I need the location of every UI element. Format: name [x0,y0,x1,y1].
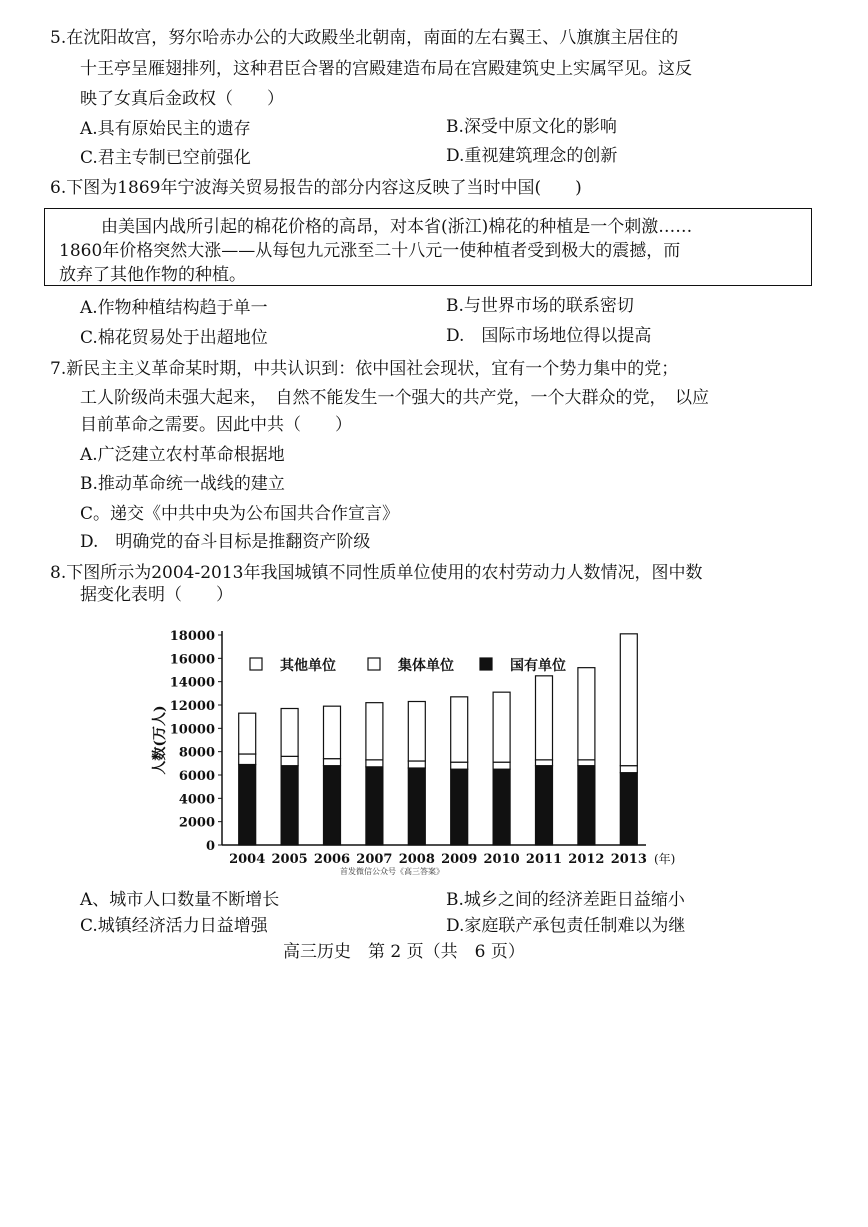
bar-2012-1 [578,760,595,766]
legend-label-2: 其他单位 [280,658,336,674]
y-axis-label: 人数(万人) [152,705,168,775]
bar-2007-2 [366,703,383,760]
q8-option-b: B.城乡之间的经济差距日益缩小 [446,890,685,910]
q6-option-d: D. 国际市场地位得以提高 [446,326,652,346]
y-tick-label: 18000 [169,629,215,644]
x-unit-label: (年) [654,852,676,866]
legend-swatch-2 [250,658,262,670]
y-tick-label: 16000 [169,652,215,668]
q6-quote-box [44,208,812,286]
q6-option-c: C.棉花贸易处于出超地位 [80,328,268,348]
q7-option-b: B.推动革命统一战线的建立 [80,474,285,494]
y-tick-label: 2000 [178,815,215,831]
x-tick-label: 2011 [525,852,563,867]
page-footer: 高三历史 第 2 页（共 6 页） [283,942,525,962]
x-tick-label: 2007 [356,852,393,867]
q6-stem: 6.下图为1869年宁波海关贸易报告的部分内容这反映了当时中国( ) [50,178,582,198]
x-tick-label: 2009 [441,852,478,867]
bar-2006-1 [324,759,341,766]
q7-stem-line3: 目前革命之需要。因此中共（ ） [80,415,352,435]
labor-chart [150,625,710,880]
q7-stem-line2: 工人阶级尚未强大起来， 自然不能发生一个强大的共产党，一个大群众的党， 以应 [80,388,709,408]
q5-stem-line3: 映了女真后金政权（ ） [80,89,284,109]
q6-quote-line1: 由美国内战所引起的棉花价格的高昂，对本省(浙江)棉花的种植是一个刺激…… [101,217,693,237]
q8-stem-line2: 据变化表明（ ） [80,585,233,605]
bar-2012-2 [578,668,595,760]
bar-2009-2 [451,697,468,762]
bar-2005-0 [281,766,298,845]
q7-stem-line1: 7.新民主主义革命某时期，中共认识到：依中国社会现状，宜有一个势力集中的党； [50,359,679,379]
legend-label-1: 集体单位 [398,658,454,674]
x-tick-label: 2006 [313,852,351,867]
bar-2010-1 [493,762,510,769]
x-tick-label: 2013 [610,852,647,867]
bar-2009-0 [451,769,468,845]
y-tick-label: 6000 [178,769,215,784]
y-tick-label: 10000 [169,722,215,738]
bar-2008-2 [408,702,425,762]
y-tick-label: 4000 [178,792,215,808]
bar-2007-0 [366,767,383,845]
bar-2004-1 [239,754,256,765]
bar-2010-2 [493,692,510,762]
bar-2011-0 [536,766,553,845]
legend-swatch-0 [480,658,492,670]
bar-2008-0 [408,768,425,845]
x-tick-label: 2008 [398,852,435,867]
bar-2006-2 [324,706,341,758]
q6-option-b: B.与世界市场的联系密切 [446,296,634,316]
bar-2011-1 [536,760,553,766]
y-tick-label: 14000 [169,675,215,691]
y-tick-label: 12000 [169,699,215,714]
bar-2010-0 [493,769,510,845]
y-tick-label: 8000 [178,745,215,761]
x-tick-label: 2012 [568,852,605,867]
bar-2006-0 [324,766,341,845]
bar-2013-2 [620,634,637,766]
bar-2011-2 [536,676,553,760]
q6-quote-line2: 1860年价格突然大涨——从每包九元涨至二十八元一使种植者受到极大的震撼，而 [59,241,681,261]
legend-label-0: 国有单位 [510,658,566,674]
q5-stem-line2: 十王亭呈雁翅排列，这种君臣合署的宫殿建造布局在宫殿建筑史上实属罕见。这反 [80,59,692,79]
q8-stem-line1: 8.下图所示为2004-2013年我国城镇不同性质单位使用的农村劳动力人数情况，图中数 [50,563,703,583]
bar-2009-1 [451,762,468,769]
q5-stem-line1: 5.在沈阳故宫，努尔哈赤办公的大政殿坐北朝南，南面的左右翼王、八旗旗主居住的 [50,28,679,48]
y-tick-label: 0 [205,839,215,854]
q5-option-a: A.具有原始民主的遗存 [80,119,251,139]
bar-2007-1 [366,760,383,767]
q8-option-c: C.城镇经济活力日益增强 [80,916,268,936]
q8-option-a: A、城市人口数量不断增长 [80,890,280,910]
bar-2004-2 [239,713,256,754]
q5-option-d: D.重视建筑理念的创新 [446,146,618,166]
q8-option-d: D.家庭联产承包责任制难以为继 [446,916,686,936]
bar-2005-2 [281,709,298,757]
labor-chart-svg [150,625,710,880]
x-tick-label: 2005 [271,852,308,867]
bar-2013-1 [620,766,637,773]
legend-swatch-1 [368,658,380,670]
x-tick-label: 2004 [229,852,266,867]
q6-quote-line3: 放弃了其他作物的种植。 [59,265,246,285]
q7-option-a: A.广泛建立农村革命根据地 [80,445,285,465]
bar-2013-0 [620,773,637,845]
bar-2008-1 [408,761,425,768]
q5-option-b: B.深受中原文化的影响 [446,117,617,137]
q7-option-d: D. 明确党的奋斗目标是推翻资产阶级 [80,532,371,552]
q6-option-a: A.作物种植结构趋于单一 [80,298,268,318]
bar-2012-0 [578,766,595,845]
x-tick-label: 2010 [483,852,520,867]
bar-2005-1 [281,756,298,765]
bar-2004-0 [239,765,256,846]
watermark-text: 首发微信公众号《高三答案》 [340,867,444,876]
q5-option-c: C.君主专制已空前强化 [80,148,251,168]
q7-option-c: C。递交《中共中央为公布国共合作宣言》 [80,504,400,524]
